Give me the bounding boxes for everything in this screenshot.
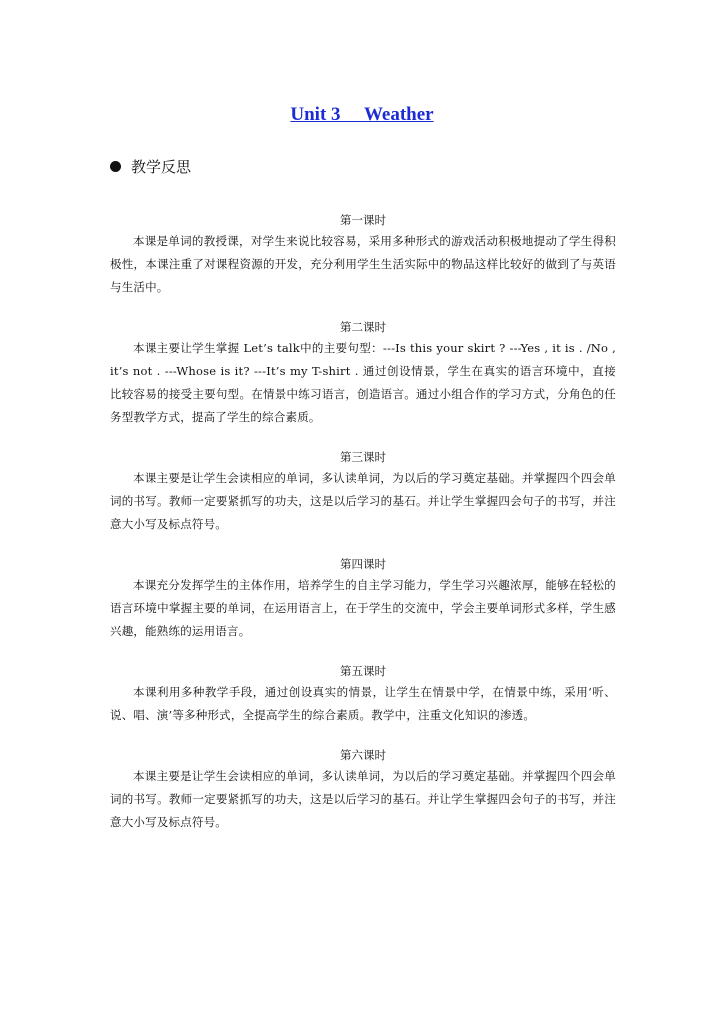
lesson-body: 本课主要是让学生会读相应的单词，多认读单词，为以后的学习奠定基础。并掌握四个四会单词的书写。教师一定要紧抓写的功夫，这是以后学习的基石。并让学生掌握四会句子的书写，并注意大小写及标点符号。	[110, 769, 616, 829]
lesson-title: 第三课时	[340, 450, 386, 464]
lesson-body: 本课主要让学生掌握 Let’s talk中的主要句型：---Is this your skirt ? ---Yes , it is . /No , it’s not . ---Whose is it? ---It’s my T-shirt . 通过创设情景，学生在真实的语言环境中，直接比较容易的接受主要句型。在情景中练习语言，创造语言。通过小组合作的学习方式，分角色的任务型教学方式，提高了学生的综合素质。	[110, 341, 616, 424]
lesson-title: 第二课时	[340, 320, 386, 334]
lesson-block	[110, 661, 616, 727]
lesson-title: 第六课时	[340, 748, 386, 762]
page-title: Unit 3 Weather	[290, 104, 434, 125]
lesson-block	[110, 554, 616, 643]
lesson-body: 本课充分发挥学生的主体作用，培养学生的自主学习能力，学生学习兴趣浓厚，能够在轻松的语言环境中掌握主要的单词，在运用语言上，在于学生的交流中，学会主要单词形式多样，学生感兴趣，能熟练的运用语言。	[110, 578, 616, 638]
lesson-block	[110, 210, 616, 299]
lesson-body: 本课主要是让学生会读相应的单词，多认读单词，为以后的学习奠定基础。并掌握四个四会单词的书写。教师一定要紧抓写的功夫，这是以后学习的基石。并让学生掌握四会句子的书写，并注意大小写及标点符号。	[110, 471, 616, 531]
lesson-title: 第五课时	[340, 664, 386, 678]
bullet-icon	[110, 161, 121, 172]
lesson-block	[110, 447, 616, 536]
lesson-body: 本课是单词的教授课，对学生来说比较容易，采用多种形式的游戏活动积极地提动了学生得积极性，本课注重了对课程资源的开发，充分利用学生生活实际中的物品这样比较好的做到了与英语与生活中。	[110, 234, 616, 294]
section-heading-label: 教学反思	[131, 158, 192, 176]
lesson-block	[110, 745, 616, 834]
lessons-list	[110, 210, 616, 852]
lesson-title: 第一课时	[340, 213, 386, 227]
section-heading	[110, 156, 191, 177]
lesson-body: 本课利用多种教学手段，通过创设真实的情景，让学生在情景中学，在情景中练，采用‘听、说、唱、演’等多种形式，全提高学生的综合素质。教学中，注重文化知识的渗透。	[110, 685, 616, 722]
lesson-title: 第四课时	[340, 557, 386, 571]
lesson-block	[110, 317, 616, 429]
